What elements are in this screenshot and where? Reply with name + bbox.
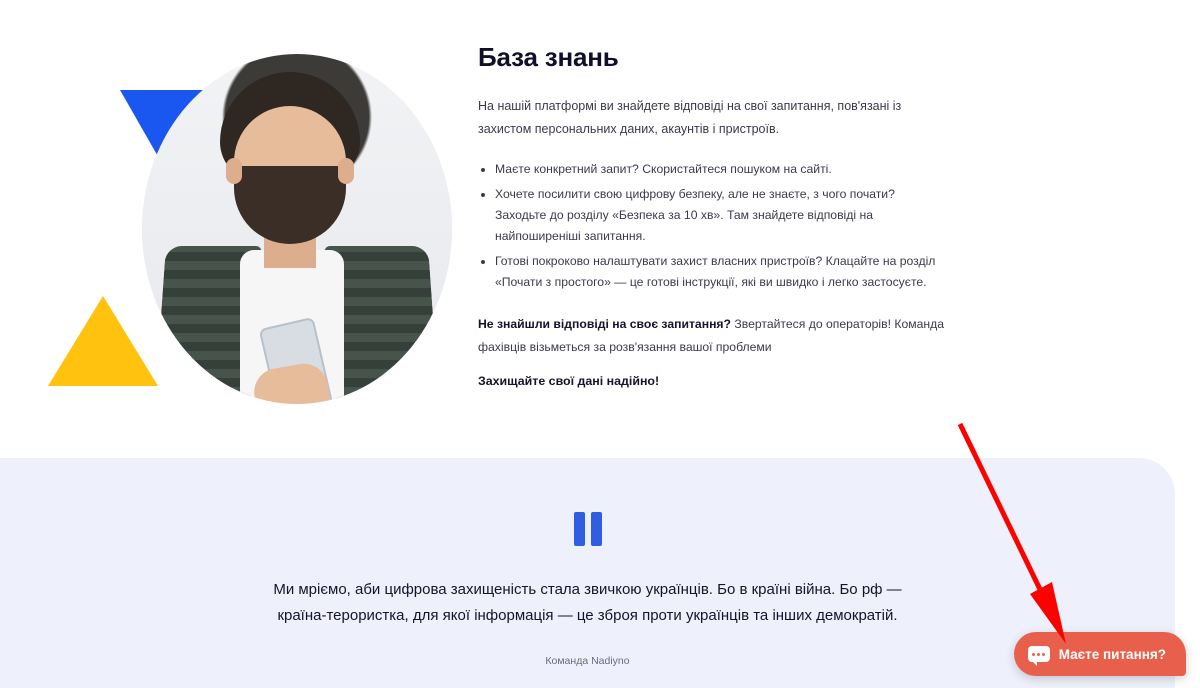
chat-dot: [1037, 653, 1040, 656]
hero-bullet-list: [478, 159, 948, 293]
support-note: [478, 313, 948, 358]
quote-text: Ми мріємо, аби цифрова захищеність стала звичкою українців. Бо в країні війна. Бо рф — країна-терористка, для якої інформація — це зброя проти українців та інших демократій.: [273, 581, 902, 624]
intro-paragraph: На нашій платформі ви знайдете відповіді на свої запитання, пов'язані із захистом персональних даних, акаунтів і пристроїв.: [478, 99, 902, 137]
portrait-photo: [142, 54, 452, 404]
support-note-bold: Не знайшли відповіді на своє запитання?: [478, 317, 731, 332]
knowledge-base-text-column: [450, 28, 948, 388]
mission-quote-section: [0, 458, 1175, 688]
quotation-mark-icon: [571, 512, 605, 546]
chat-support-button[interactable]: [1014, 632, 1186, 676]
page-title: База знань: [478, 42, 619, 72]
chat-dot: [1032, 653, 1035, 656]
portrait-ear-left: [226, 158, 242, 184]
hero-illustration: [30, 28, 450, 408]
list-item: • Готові покроково налаштувати захист власних пристроїв? Клацайте на розділ «Почати з простого» — це готові інструкції, які ви швидко і легко застосуєте.: [495, 251, 948, 294]
quote-bar-right: [591, 512, 602, 546]
list-item: • Маєте конкретний запит? Скористайтеся пошуком на сайті.: [495, 159, 948, 180]
chat-bubble-icon: [1028, 646, 1050, 662]
closing-line: Захищайте свої дані надійно!: [478, 374, 660, 389]
quote-author: Команда Nadiyno: [545, 654, 630, 667]
list-item: • Хочете посилити свою цифрову безпеку, але не знаєте, з чого почати? Заходьте до розділу «Безпека за 10 хв». Там знайдете відповіді на найпоширеніші запитання.: [495, 184, 948, 248]
quote-bar-left: [574, 512, 585, 546]
portrait-ear-right: [338, 158, 354, 184]
chat-support-label: Маєте питання?: [1058, 646, 1166, 662]
chat-dot: [1042, 653, 1045, 656]
support-note-rest: Звертайтеся до операторів! Команда фахівців візьметься за розв'язання вашої проблеми: [478, 317, 945, 354]
